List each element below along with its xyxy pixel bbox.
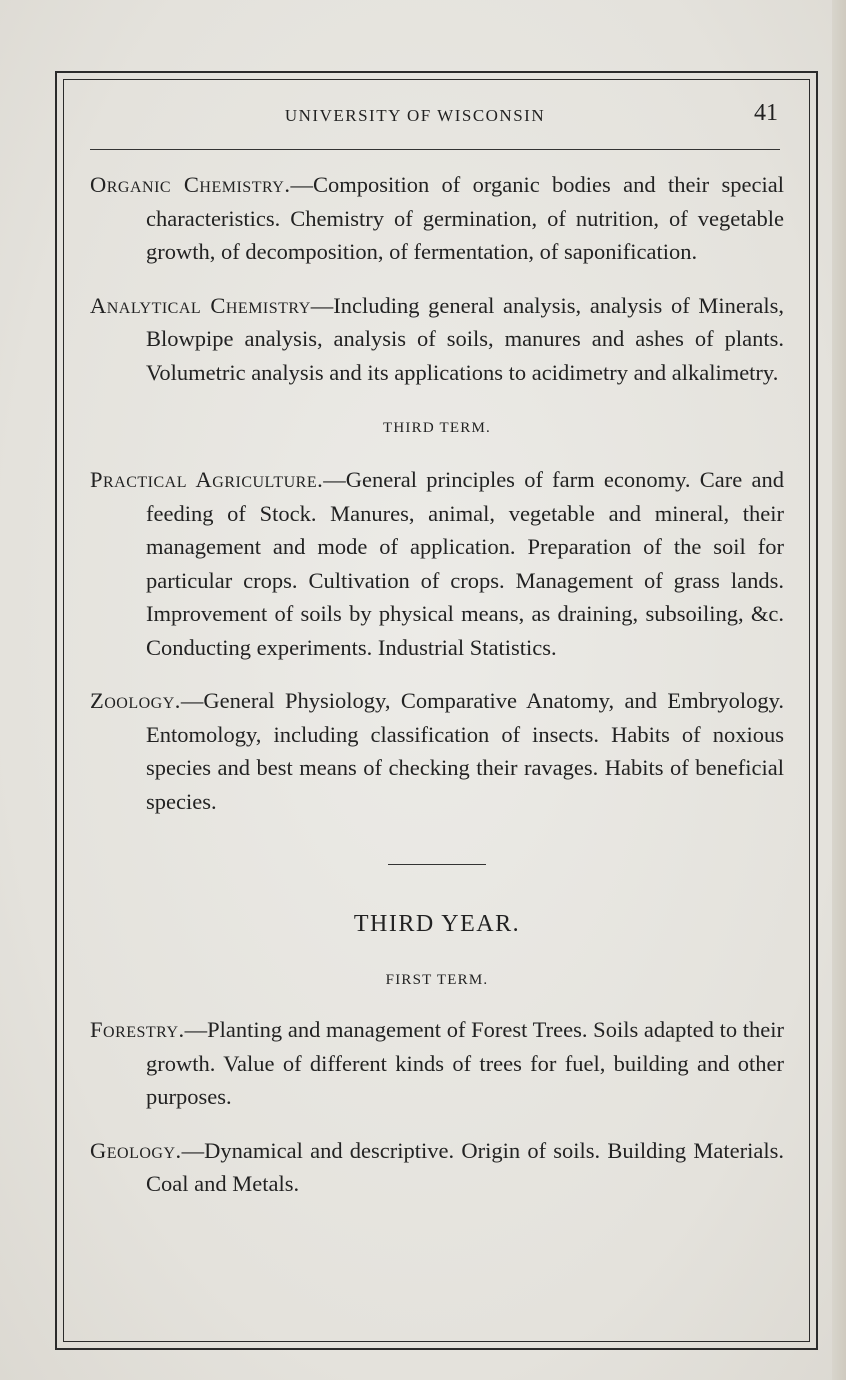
entry-heading: Organic Chemistry.	[90, 172, 291, 197]
entry-text: —Composition of organic bodies and their special characteristics. Chemistry of germination, of nutrition, of vegetable growth, of decomposition, of fermentation, of saponification.	[146, 172, 784, 264]
entry-geology	[90, 1134, 784, 1201]
year-heading: THIRD YEAR.	[353, 911, 521, 937]
entry-heading: Forestry.	[90, 1017, 185, 1042]
entry-analytical-chemistry	[90, 289, 784, 390]
entry-text: —General principles of farm economy. Care and feeding of Stock. Manures, animal, vegetable and mineral, their management and mode of application. Preparation of the soil for particular crops. Cultivation of crops. Management of grass lands. Improvement of soils by physical means, as draining, subsoiling, &c. Conducting experiments. Industrial Statistics.	[146, 467, 784, 660]
entry-zoology	[90, 684, 784, 818]
entry-heading: Analytical Chemistry	[90, 292, 311, 318]
entry-organic-chemistry	[90, 168, 784, 269]
page-content	[90, 168, 784, 1201]
entry-heading: Geology.	[90, 1137, 182, 1163]
entry-heading: Zoology.	[90, 688, 181, 713]
page-header	[90, 100, 780, 136]
entry-text: —General Physiology, Comparative Anatomy, and Embryology. Entomology, including classification of insects. Habits of noxious species and best means of checking their ravages. Habits of beneficial species.	[146, 688, 784, 814]
entry-text: —Including general analysis, analysis of Minerals, Blowpipe analysis, analysis of soils, manures and ashes of plants. Volumetric analysis and its applications to acidimetry and alkalimetry.	[146, 292, 784, 385]
term-heading-third: THIRD TERM.	[383, 420, 491, 436]
entry-forestry	[90, 1013, 784, 1114]
page-number: 41	[754, 100, 778, 126]
entry-text: —Planting and management of Forest Trees. Soils adapted to their growth. Value of different kinds of trees for fuel, building and other purposes.	[146, 1017, 784, 1109]
entry-text: —Dynamical and descriptive. Origin of soils. Building Materials. Coal and Metals.	[146, 1137, 784, 1196]
page-edge	[832, 0, 846, 1380]
running-head: UNIVERSITY OF WISCONSIN	[284, 106, 546, 125]
entry-heading: Practical Agriculture.	[90, 467, 324, 492]
term-heading-first: FIRST TERM.	[385, 972, 489, 988]
entry-practical-agriculture	[90, 463, 784, 664]
header-rule	[90, 149, 780, 150]
